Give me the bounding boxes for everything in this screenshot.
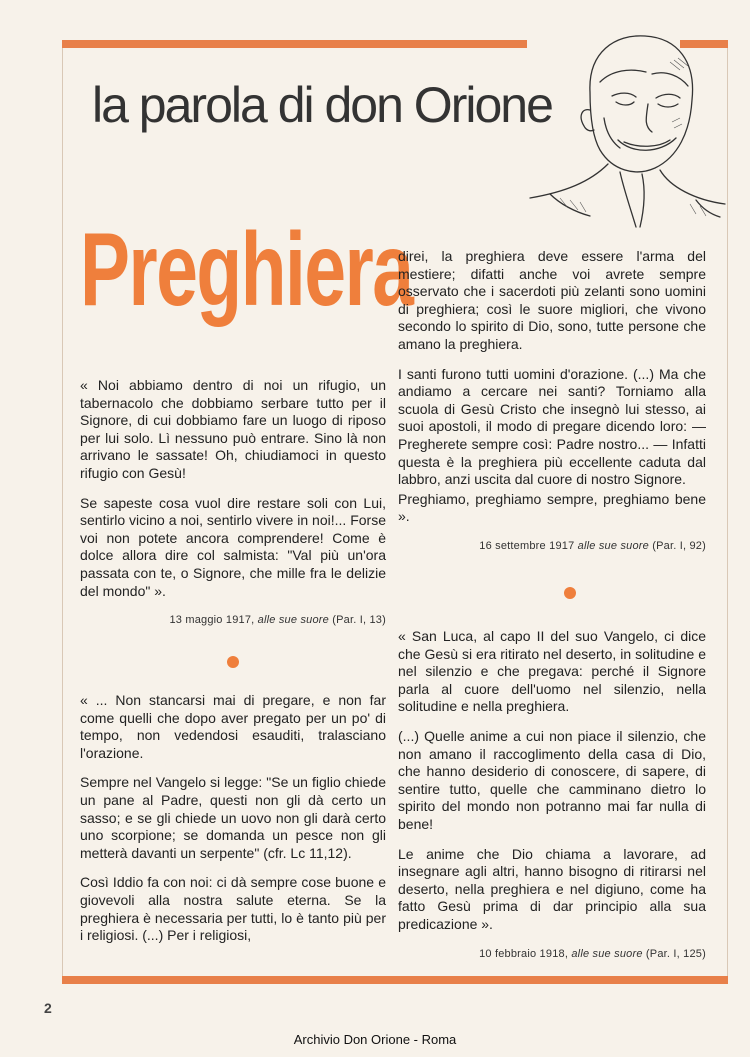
citation-date: 13 maggio 1917, <box>169 614 255 627</box>
paragraph: « Noi abbiamo dentro di noi un rifugio, un tabernacolo che dobbiamo serbare tutto per il Signore, di cui dobbiamo fare un luogo di riposo per lui solo. Lì nessuno può entrare. Sino là non arrivano le sassate! Oh, chiudiamoci in questo rifugio con Gesù! <box>80 377 386 481</box>
paragraph: Le anime che Dio chiama a lavorare, ad insegnare agli altri, hanno bisogno di ritirarsi nel deserto, nella preghiera e nel digiuno, come ha fatto Gesù prima di dar principio alla sua predicazione ». <box>398 845 706 932</box>
left-column-lower <box>80 692 386 957</box>
paragraph: I santi furono tutti uomini d'orazione. (...) Ma che andiamo a cercare nei santi? Torniamo alla scuola di Gesù Cristo che insegnò lui stesso, ai suoi apostoli, il modo di pregare dicendo loro: — Pregherete sempre così: Padre nostro... — Infatti questa è la preghiera più eccellente caduta dal labbro, anzi uscita dal cuore di nostro Signore. <box>398 365 706 488</box>
top-rule-left <box>62 40 527 48</box>
header-title: la parola di don Orione <box>92 77 552 133</box>
citation-3 <box>398 946 706 964</box>
paragraph: (...) Quelle anime a cui non piace il silenzio, che non amano il raccoglimento della casa di Dio, che hanno desiderio di conoscere, di sapere, di sentire tutto, quelle che camminano dietro lo spirito del mondo non potranno mai far nulla di bene! <box>398 727 706 832</box>
paragraph: direi, la preghiera deve essere l'arma del mestiere; difatti anche voi avrete sempre osservato che i sacerdoti più zelanti sono uomini di preghiera; così le suore migliori, che vivono secondo lo spirito di Dio, sono, tutte persone che amano la preghiera. <box>398 248 706 352</box>
right-column-lower <box>398 628 706 963</box>
bottom-rule <box>62 976 728 984</box>
right-column <box>398 248 706 556</box>
separator-dot-left <box>227 656 239 668</box>
citation-2 <box>398 538 706 556</box>
separator-dot-right <box>564 587 576 599</box>
citation-recipient: alle sue suore <box>257 614 329 627</box>
paragraph: « San Luca, al capo II del suo Vangelo, ci dice che Gesù si era ritirato nel deserto, in solitudine e nel silenzio e che pregava: perché il Signore parla al cuore dell'uomo nel silenzio, nella solitudine e nella preghiera. <box>398 628 706 715</box>
frame-left <box>62 48 63 976</box>
paragraph: Sempre nel Vangelo si legge: "Se un figlio chiede un pane al Padre, questi non gli dà certo un sasso; e se gli chiede un uovo non gli darà certo uno scorpione; se domanda un pesce non gli metterà davanti un serpente" (cfr. Lc 11,12). <box>80 774 386 861</box>
portrait-illustration <box>520 22 730 232</box>
citation-date: 10 febbraio 1918, <box>479 947 569 960</box>
citation-recipient: alle sue suore <box>571 947 643 960</box>
citation-date: 16 settembre 1917 <box>479 539 575 552</box>
paragraph: Preghiamo, preghiamo sempre, preghiamo bene ». <box>398 490 706 525</box>
paragraph: Se sapeste cosa vuol dire restare soli con Lui, sentirlo vicino a noi, sentirlo vivere in noi!... Forse voi non potete ancora comprendere! Come è dolce allora dire col salmista: "Val più un'ora passata con te, o Signore, che mille fra le delizie del mondo" ». <box>80 494 386 599</box>
citation-ref: (Par. I, 125) <box>645 947 706 960</box>
paragraph: Così Iddio fa con noi: ci dà sempre cose buone e giovevoli alla nostra salute eterna. Se la preghiera è necessaria per tutti, lo è tanto più per i religiosi. (...) Per i religiosi, <box>80 874 386 944</box>
citation-ref: (Par. I, 13) <box>332 614 386 627</box>
archive-label: Archivio Don Orione - Roma <box>293 1032 457 1047</box>
page-number: 2 <box>44 1000 52 1016</box>
citation-1 <box>80 612 386 630</box>
citation-ref: (Par. I, 92) <box>652 539 706 552</box>
main-title: Preghiera <box>80 212 413 328</box>
left-column <box>80 377 386 630</box>
paragraph: « ... Non stancarsi mai di pregare, e non far come quelli che dopo aver pregato per un po' di tempo, non vedendosi esauditi, tralasciano l'orazione. <box>80 692 386 761</box>
citation-recipient: alle sue suore <box>577 539 649 552</box>
